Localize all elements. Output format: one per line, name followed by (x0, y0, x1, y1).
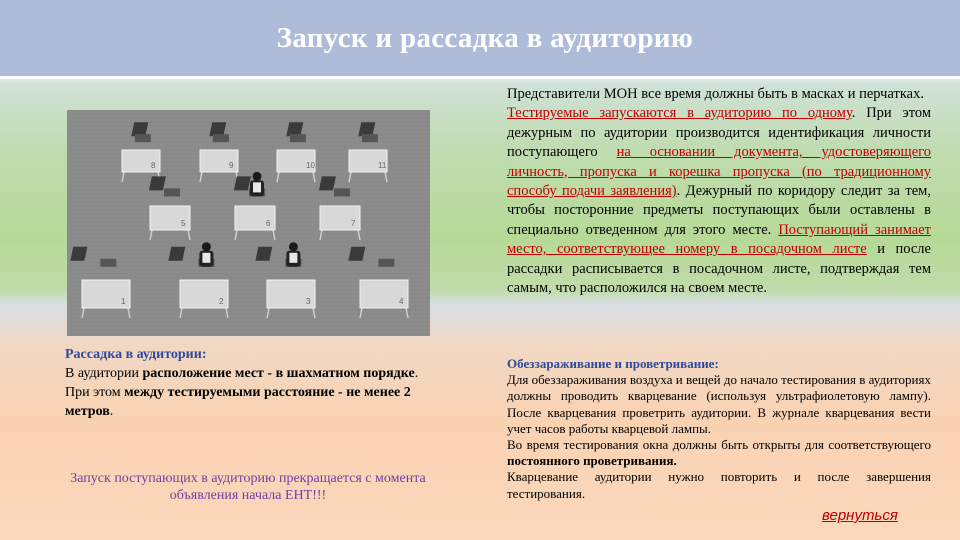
desk-number: 5 (181, 219, 186, 228)
student-shirt (202, 253, 210, 263)
desk-6 (234, 172, 275, 240)
desk-leg (406, 308, 408, 318)
desk-leg (82, 308, 84, 318)
desk-8 (122, 122, 160, 182)
entry-procedure-text (507, 85, 931, 298)
student-head (202, 242, 211, 251)
desk-number: 2 (219, 297, 224, 306)
desk-leg (349, 172, 351, 182)
desk-1 (70, 247, 130, 318)
desk-leg (273, 230, 275, 240)
desk-leg (358, 230, 360, 240)
student (286, 242, 300, 266)
seating-text-3: . (109, 404, 114, 419)
student-head (253, 172, 262, 181)
entry-closed-notice: Запуск поступающих в аудиторию прекращается с момента объявления начала ЕНТ!!! (70, 471, 426, 503)
student-shirt (289, 253, 297, 263)
desk-leg (385, 172, 387, 182)
procedure-text-4: и после рассадки расписывается в посадочном листе, подтверждая тем самым, что расположился на своем месте. (507, 241, 931, 297)
desk-3 (255, 242, 315, 318)
desk-7 (319, 176, 360, 240)
chair-seat (135, 134, 151, 142)
chair-back (70, 247, 87, 261)
sanitization-paragraph-2 (507, 437, 931, 469)
seating-text-bold-2: между тестируемыми расстояние - не менее 2 метров (65, 385, 411, 419)
desk-leg (200, 172, 202, 182)
desk-leg (150, 230, 152, 240)
student (250, 172, 264, 197)
chair-seat (290, 134, 306, 142)
sanitization-paragraph-3: Кварцевание аудитории нужно повторить и после завершения тестирования. (507, 469, 931, 501)
desk-4 (348, 247, 408, 318)
chair-seat (213, 134, 229, 142)
seating-text-1: В аудитории (65, 366, 143, 381)
seating-rules (65, 345, 425, 421)
page-title: Запуск и рассадка в аудиторию (276, 21, 694, 54)
procedure-text-3: . Дежурный по коридору следит за тем, чтобы посторонние предметы поступающих были оставлены в специально отведенном для этого месте. (507, 183, 931, 238)
chair-back (234, 176, 251, 190)
student (199, 242, 213, 266)
chair-back (358, 122, 375, 136)
desk-9 (200, 122, 238, 182)
student-shirt (253, 182, 261, 192)
desk-number: 11 (378, 161, 387, 170)
desk-leg (360, 308, 362, 318)
desk-number: 7 (351, 219, 356, 228)
seating-text-bold-1: расположение мест - в шахматном порядке (142, 366, 415, 381)
desk-10 (277, 122, 315, 182)
sanitization-section (507, 356, 931, 502)
seating-heading: Рассадка в аудитории: (65, 347, 207, 362)
desk-leg (267, 308, 269, 318)
desk-leg (226, 308, 228, 318)
seating-text-2: . При этом (65, 366, 419, 400)
title-bar (0, 0, 960, 79)
chair-back (149, 176, 166, 190)
chair-back (168, 247, 185, 261)
chair-seat (164, 188, 180, 196)
desk-number: 9 (229, 161, 234, 170)
sanitization-heading: Обеззараживание и проветривание: (507, 356, 719, 371)
desk-leg (122, 172, 124, 182)
desk-leg (188, 230, 190, 240)
desk-leg (320, 230, 322, 240)
desk-number: 1 (121, 297, 126, 306)
chair-back (319, 176, 336, 190)
chair-back (348, 247, 365, 261)
desk-leg (235, 230, 237, 240)
seating-illustration (67, 110, 430, 336)
chair-seat (362, 134, 378, 142)
back-link[interactable]: вернуться (822, 507, 898, 524)
chair-back (286, 122, 303, 136)
procedure-highlight-3: Поступающий занимает место, соответствующее номеру в посадочном листе (507, 221, 931, 258)
chair-seat (100, 259, 116, 267)
desk-leg (277, 172, 279, 182)
chair-back (255, 247, 272, 261)
desk-11 (349, 122, 387, 182)
desk-2 (168, 242, 228, 318)
desk-number: 6 (266, 219, 271, 228)
desk-leg (313, 172, 315, 182)
classroom-seating-image (67, 110, 430, 336)
procedure-text-1: Представители МОН все время должны быть в масках и перчатках. (507, 86, 924, 102)
ventilation-bold: постоянного проветривания. (507, 453, 677, 469)
chair-back (209, 122, 226, 136)
procedure-highlight-2: на основании документа, удостоверяющего личность, пропуска и корешка пропуска (по традиционному способу подачи заявления) (507, 144, 931, 200)
chair-seat (378, 259, 394, 267)
desk-number: 8 (151, 161, 156, 170)
student-head (289, 242, 298, 251)
desk-5 (149, 176, 190, 240)
ventilation-text: Во время тестирования окна должны быть открыты для соответствующего (507, 437, 931, 453)
desk-number: 3 (306, 297, 311, 306)
desk-leg (313, 308, 315, 318)
desk-number: 4 (399, 297, 404, 306)
chair-back (131, 122, 148, 136)
desk-leg (128, 308, 130, 318)
chair-seat (334, 188, 350, 196)
procedure-highlight-1: Тестируемые запускаются в аудиторию по одному (507, 105, 852, 122)
procedure-text-2: . При этом дежурным по аудитории производится идентификация личности поступающего (507, 105, 932, 161)
seating-paragraph (65, 364, 425, 421)
desk-number: 10 (306, 161, 315, 170)
sanitization-paragraph-1: Для обеззараживания воздуха и вещей до начало тестирования в аудиториях должны проводить кварцевание (используя ультрафиолетовую лампу). После кварцевания проветрить аудитории. В журнале кварцевания вести учет часов работы кварцевой лампы. (507, 372, 931, 436)
desk-leg (180, 308, 182, 318)
